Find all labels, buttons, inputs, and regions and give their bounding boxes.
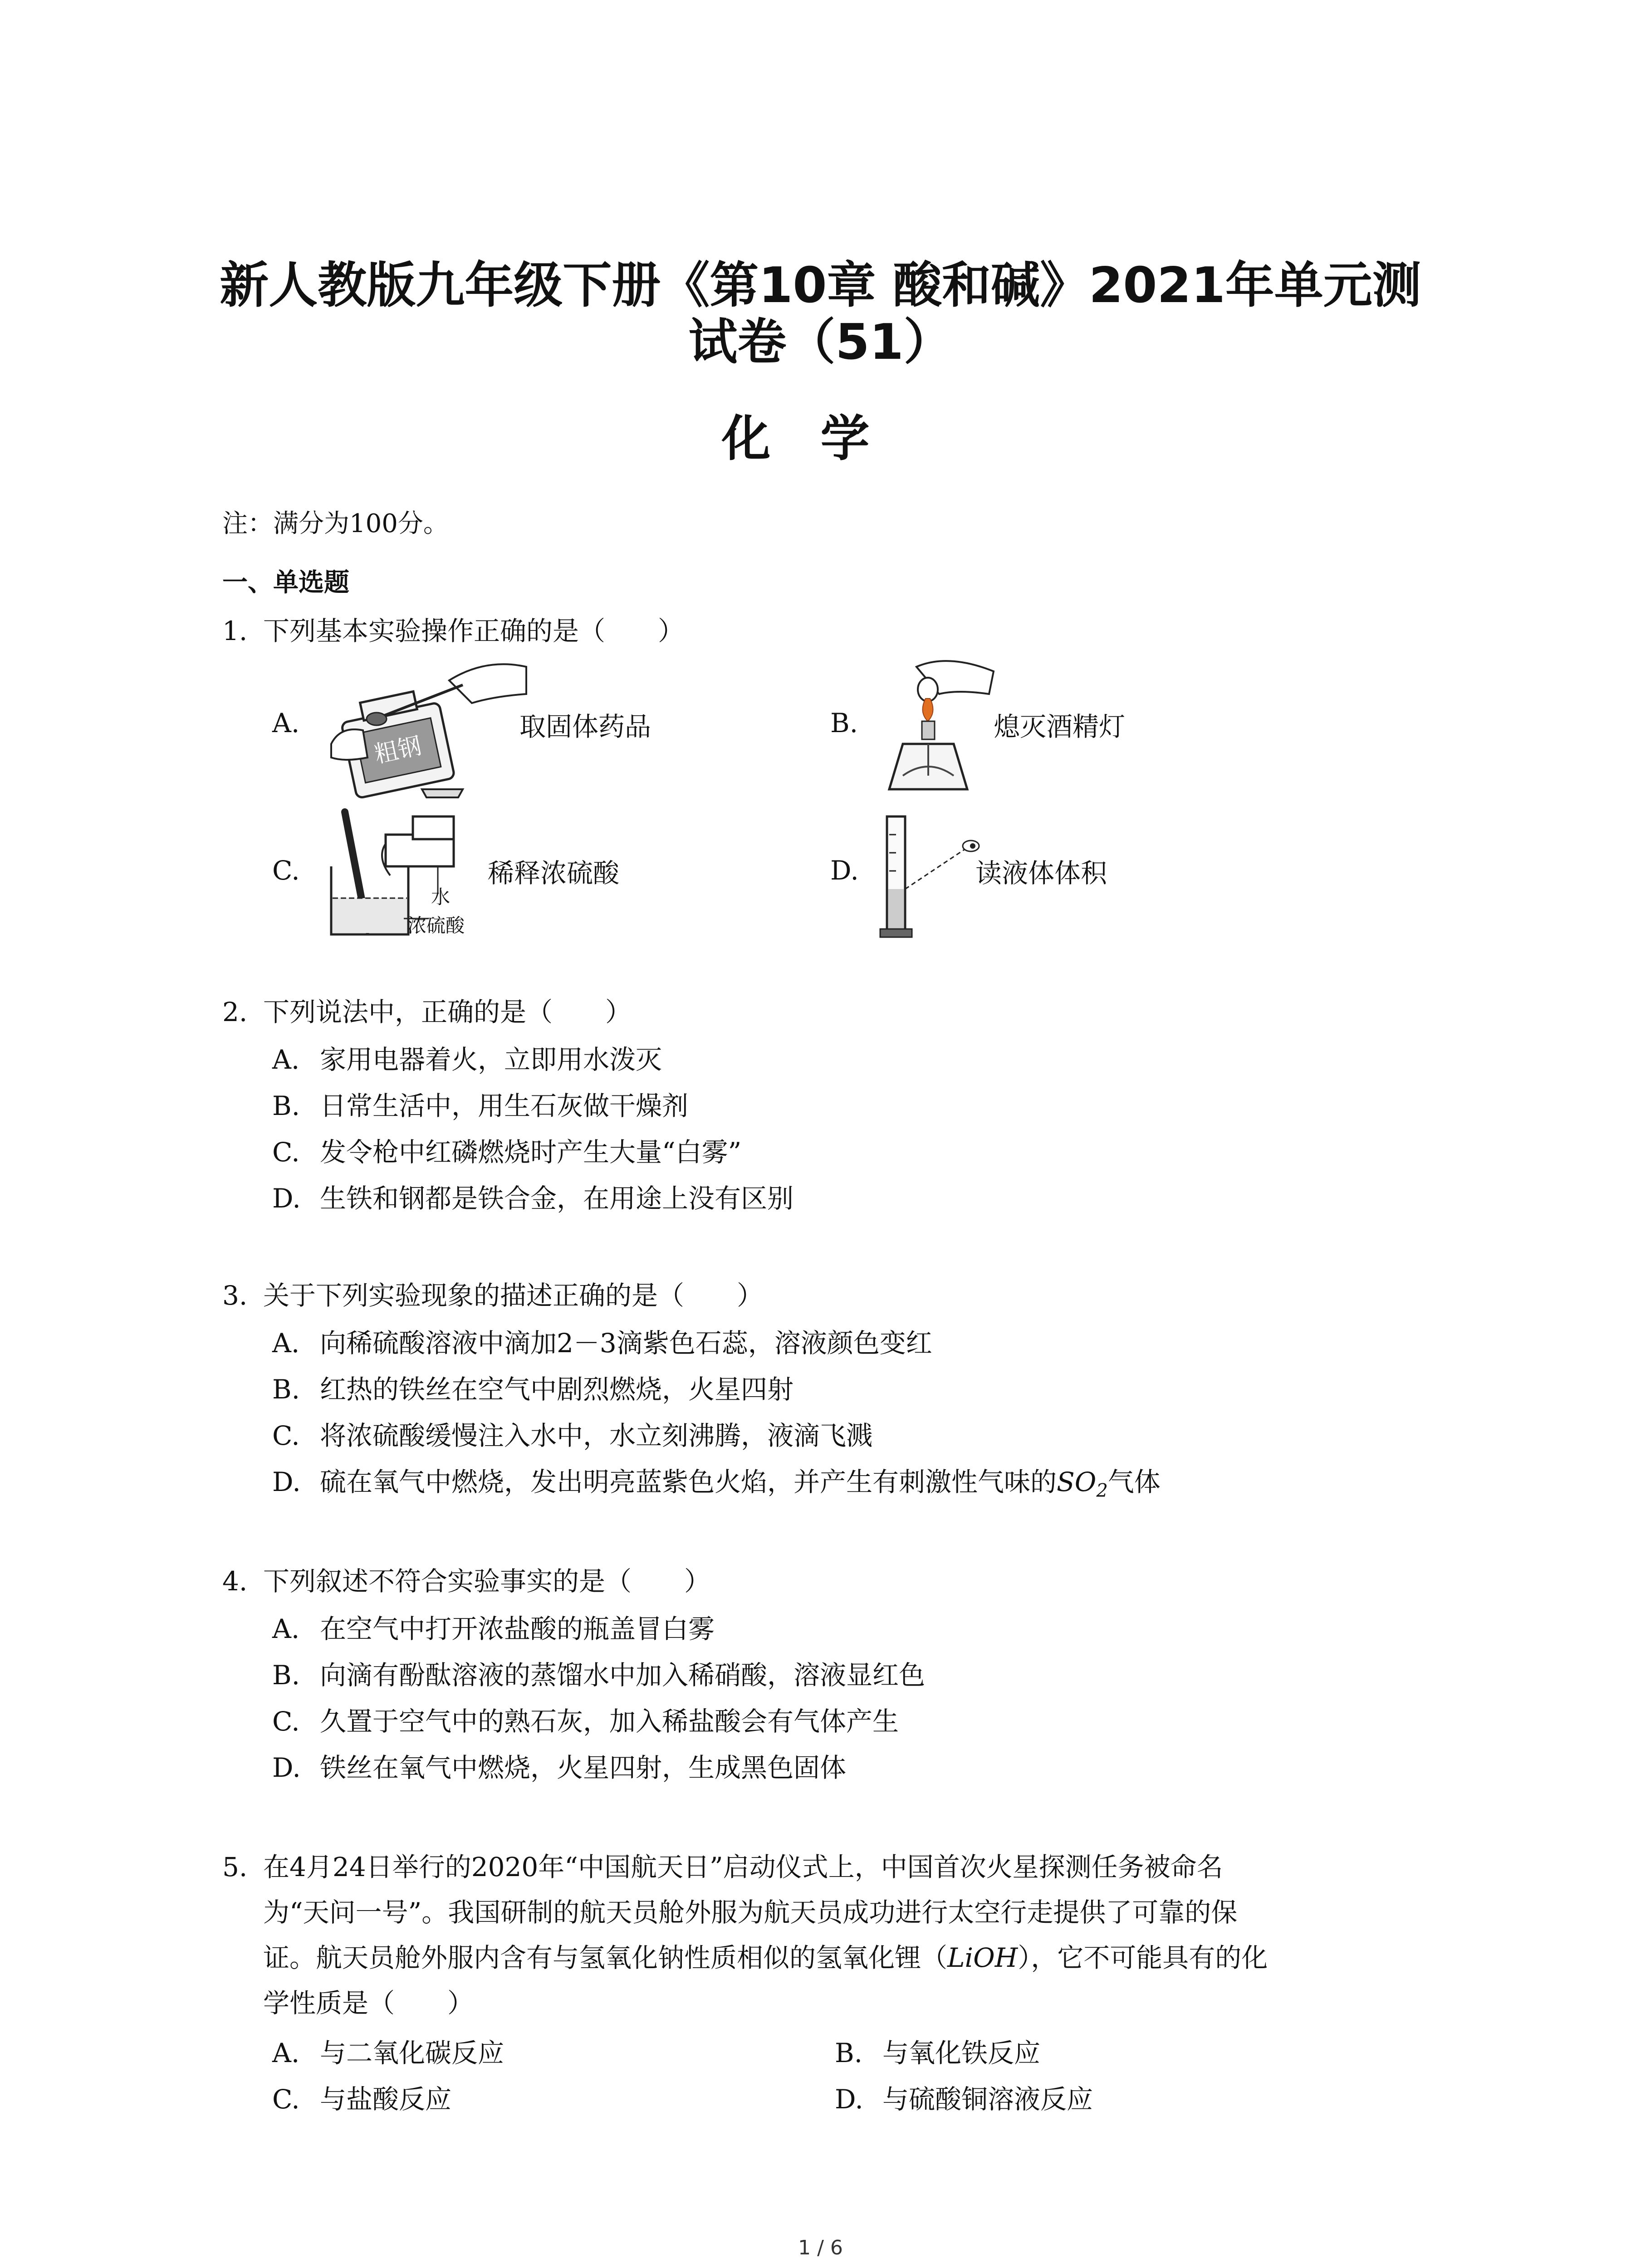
q4-option-d: D. 铁丝在氧气中燃烧，火星四射，生成黑色固体 bbox=[272, 1752, 847, 1783]
option-b-caption: 熄灭酒精灯 bbox=[994, 711, 1126, 742]
section-heading: 一、单选题 bbox=[222, 568, 349, 597]
page-title-line1: 新人教版九年级下册《第10章 酸和碱》2021年单元测 bbox=[220, 257, 1421, 314]
read-liquid-volume-figure bbox=[876, 807, 989, 943]
water-label: 水 bbox=[431, 886, 451, 908]
q2-option-a: A. 家用电器着火，立即用水泼灭 bbox=[272, 1044, 662, 1075]
q5-option-d: D. 与硫酸铜溶液反应 bbox=[835, 2084, 1093, 2115]
question-stem: 下列基本实验操作正确的是（ ） bbox=[263, 616, 685, 646]
option-c-letter: C. bbox=[272, 855, 300, 886]
question-stem: 关于下列实验现象的描述正确的是（ ） bbox=[263, 1280, 764, 1311]
question-3 bbox=[222, 1279, 763, 1312]
question-5-line2: 为“天问一号”。我国研制的航天员舱外服为航天员成功进行太空行走提供了可靠的保 bbox=[263, 1897, 1238, 1928]
option-b-letter: B. bbox=[830, 708, 858, 738]
question-2 bbox=[222, 996, 632, 1028]
q3-option-c: C. 将浓硫酸缓慢注入水中，水立刻沸腾，液滴飞溅 bbox=[272, 1420, 873, 1451]
formula-so2: SO bbox=[1057, 1466, 1097, 1497]
q5-option-a: A. 与二氧化碳反应 bbox=[272, 2038, 505, 2068]
q4-option-a: A. 在空气中打开浓盐酸的瓶盖冒白雾 bbox=[272, 1613, 715, 1644]
bottle-label: 粗钢 bbox=[372, 732, 424, 769]
take-solid-reagent-figure bbox=[313, 653, 531, 803]
question-number: 1. bbox=[222, 616, 248, 646]
q5-option-c: C. 与盐酸反应 bbox=[272, 2084, 452, 2115]
question-5-line4: 学性质是（ ） bbox=[263, 1988, 474, 2019]
question-1 bbox=[222, 615, 684, 647]
q2-option-c: C. 发令枪中红磷燃烧时产生大量“白雾” bbox=[272, 1137, 742, 1168]
page-number: 1 / 6 bbox=[798, 2236, 843, 2259]
question-number: 2. bbox=[222, 997, 248, 1027]
question-number: 5. bbox=[222, 1852, 248, 1882]
q2-option-b: B. 日常生活中，用生石灰做干燥剂 bbox=[272, 1090, 689, 1121]
option-d-caption: 读液体体积 bbox=[975, 858, 1107, 889]
q4-option-c: C. 久置于空气中的熟石灰，加入稀盐酸会有气体产生 bbox=[272, 1706, 899, 1737]
formula-lioh: LiOH bbox=[947, 1942, 1018, 1973]
acid-label: 浓硫酸 bbox=[407, 914, 465, 937]
subject-heading: 化学 bbox=[721, 411, 920, 467]
option-d-letter: D. bbox=[830, 855, 859, 886]
q3-option-d: D. 硫在氧气中燃烧，发出明亮蓝紫色火焰，并产生有刺激性气味的$SO_2$气体 bbox=[272, 1466, 1161, 1501]
question-stem-line1: 在4月24日举行的2020年“中国航天日”启动仪式上，中国首次火星探测任务被命名 bbox=[263, 1852, 1223, 1882]
question-stem: 下列叙述不符合实验事实的是（ ） bbox=[263, 1566, 711, 1597]
page-title-line2: 试卷（51） bbox=[688, 314, 953, 371]
question-stem: 下列说法中，正确的是（ ） bbox=[263, 997, 632, 1027]
question-number: 4. bbox=[222, 1566, 248, 1597]
q5-option-b: B. 与氧化铁反应 bbox=[835, 2038, 1041, 2068]
option-a-letter: A. bbox=[272, 708, 300, 738]
question-5-line3: 证。航天员舱外服内含有与氢氧化钠性质相似的氢氧化锂（LiOH），它不可能具有的化 bbox=[263, 1942, 1268, 1973]
q2-option-d: D. 生铁和钢都是铁合金，在用途上没有区别 bbox=[272, 1183, 794, 1214]
option-c-caption: 稀释浓硫酸 bbox=[488, 858, 620, 889]
question-4 bbox=[222, 1565, 710, 1598]
q3-option-a: A. 向稀硫酸溶液中滴加2－3滴紫色石蕊，溶液颜色变红 bbox=[272, 1328, 932, 1359]
question-5 bbox=[222, 1851, 1223, 1883]
q3-option-b: B. 红热的铁丝在空气中剧烈燃烧，火星四射 bbox=[272, 1374, 794, 1405]
score-note: 注：满分为100分。 bbox=[222, 509, 449, 538]
q4-option-b: B. 向滴有酚酞溶液的蒸馏水中加入稀硝酸，溶液显红色 bbox=[272, 1660, 926, 1691]
extinguish-alcohol-lamp-figure bbox=[871, 653, 998, 803]
question-number: 3. bbox=[222, 1280, 248, 1311]
option-a-caption: 取固体药品 bbox=[519, 711, 652, 742]
